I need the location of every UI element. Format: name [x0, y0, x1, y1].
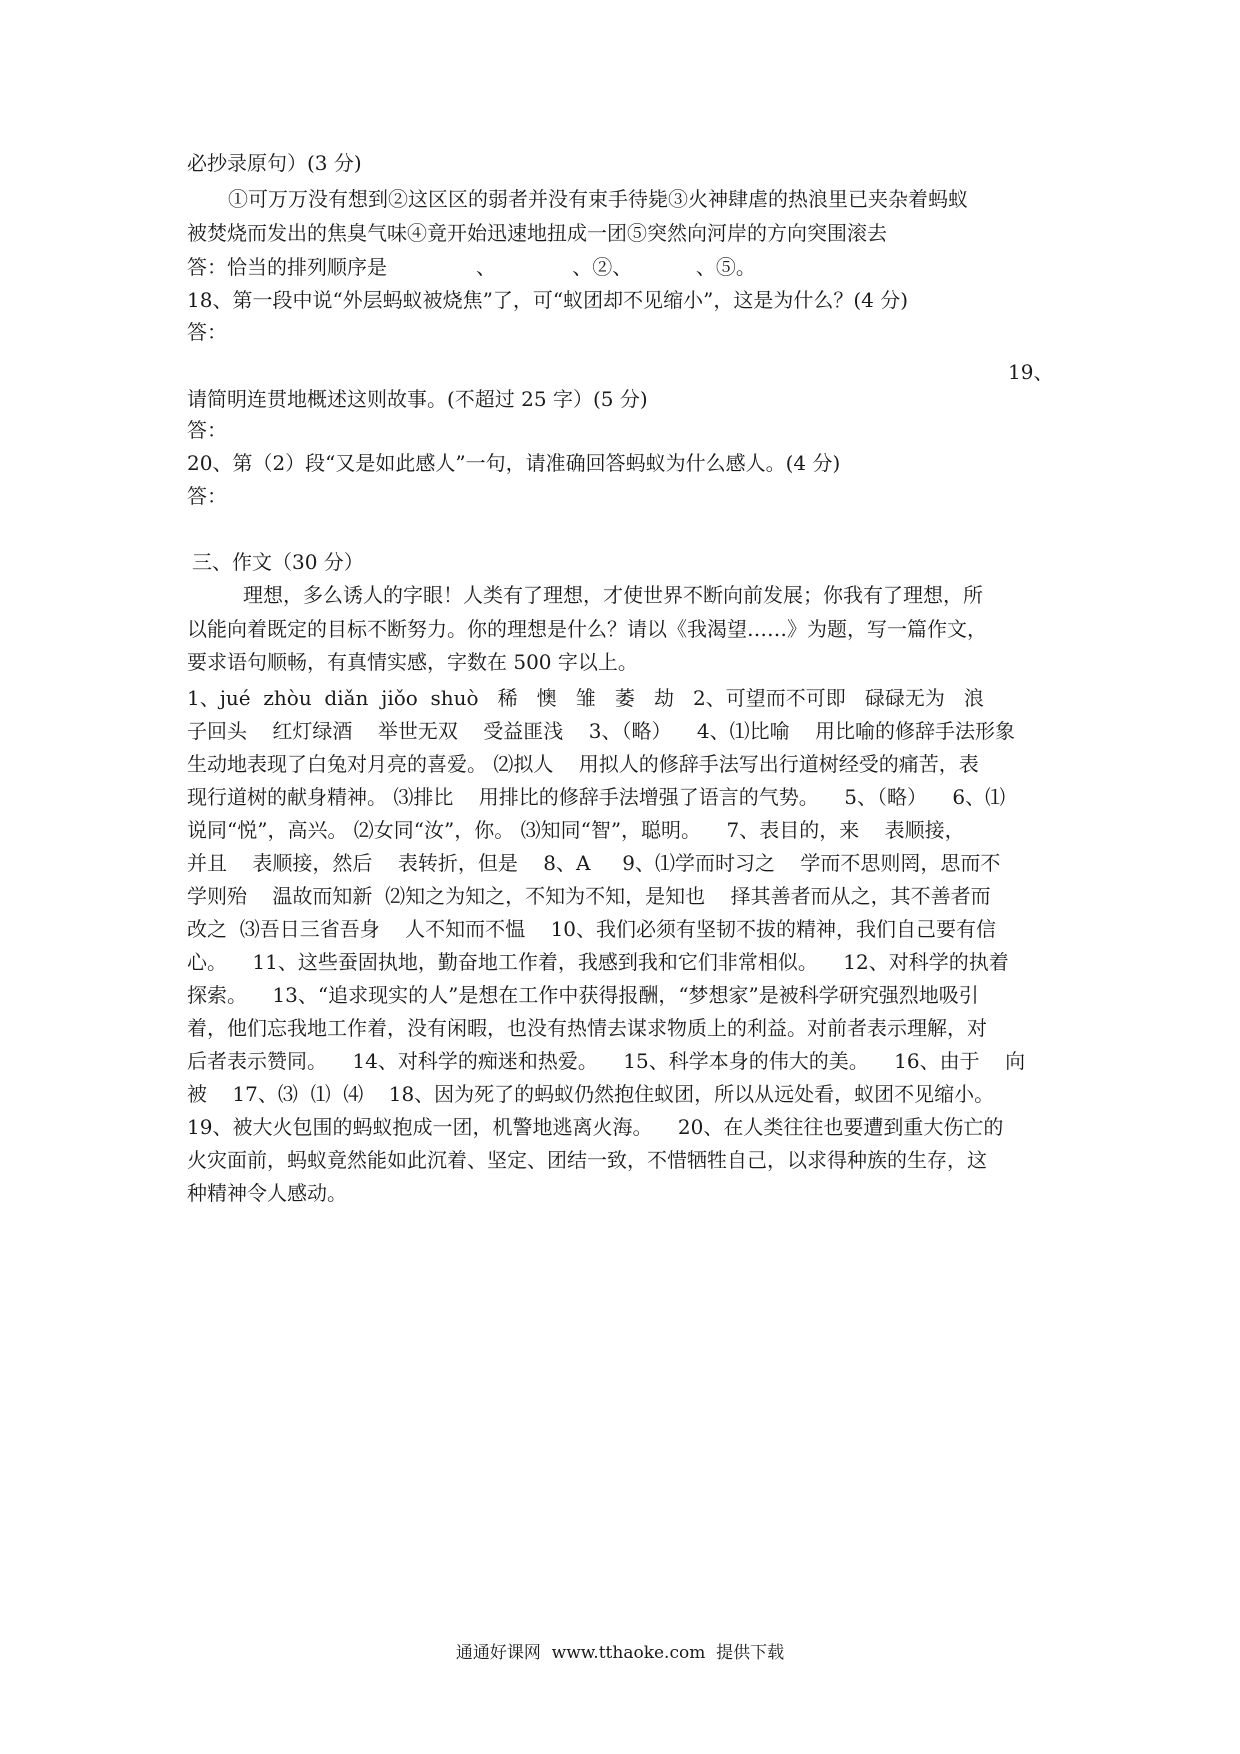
- answer-key-line: 后者表示赞同。 14、对科学的痴迷和热爱。 15、科学本身的伟大的美。 16、由于 向: [187, 1049, 1026, 1073]
- q20-answer: 答：: [187, 484, 227, 508]
- q20-question: 20、第（2）段“又是如此感人”一句，请准确回答蚂蚁为什么感人。(4 分): [187, 451, 841, 475]
- q17-answer: 答：恰当的排列顺序是 、 、②、 、⑤。: [187, 255, 756, 279]
- answer-key-line: 子回头 红灯绿酒 举世无双 受益匪浅 3、（略） 4、⑴比喻 用比喻的修辞手法形象: [187, 719, 1016, 743]
- answer-key-line: 学则殆 温故而知新 ⑵知之为知之，不知为不知，是知也 择其善者而从之，其不善者而: [187, 884, 991, 908]
- answer-key-line: 现行道树的献身精神。 ⑶排比 用排比的修辞手法增强了语言的气势。 5、（略） 6、⑴: [187, 785, 1006, 809]
- q17-sentences-line2: 被焚烧而发出的焦臭气味④竟开始迅速地扭成一团⑤突然向河岸的方向突围滚去: [187, 221, 887, 245]
- answer-key-line: 19、被大火包围的蚂蚁抱成一团，机警地逃离火海。 20、在人类往往也要遭到重大伤亡的: [187, 1115, 1004, 1139]
- answer-key-line: 说同“悦”，高兴。 ⑵女同“汝”，你。 ⑶知同“智”，聪明。 7、表目的，来 表顺接，: [187, 818, 965, 842]
- answer-key-line: 并且 表顺接，然后 表转折，但是 8、A 9、⑴学而时习之 学而不思则罔，思而不: [187, 851, 1001, 875]
- essay-heading: 三、作文（30 分）: [192, 550, 364, 574]
- q19-number: 19、: [1008, 360, 1054, 384]
- essay-prompt-line2: 以能向着既定的目标不断努力。你的理想是什么？请以《我渴望……》为题，写一篇作文，: [187, 617, 987, 641]
- essay-prompt-line1: 理想，多么诱人的字眼！人类有了理想，才使世界不断向前发展；你我有了理想，所: [243, 583, 983, 607]
- answer-key-line: 种精神令人感动。: [187, 1181, 347, 1205]
- page-footer: 通通好课网 www.tthaoke.com 提供下载: [455, 1643, 785, 1663]
- answer-key-line: 改之 ⑶吾日三省吾身 人不知而不愠 10、我们必须有坚韧不拔的精神，我们自己要有信: [187, 917, 997, 941]
- q17-sentences-line1: ①可万万没有想到②这区区的弱者并没有束手待毙③火神肆虐的热浪里已夹杂着蚂蚁: [228, 187, 968, 211]
- answer-key-line: 着，他们忘我地工作着，没有闲暇，也没有热情去谋求物质上的利益。对前者表示理解，对: [187, 1016, 987, 1040]
- answer-key-line: 心。 11、这些蚕固执地，勤奋地工作着，我感到我和它们非常相似。 12、对科学的执着: [187, 950, 1009, 974]
- q19-answer: 答：: [187, 418, 227, 442]
- q17-tail: 必抄录原句）(3 分): [187, 151, 362, 175]
- q18-answer: 答：: [187, 320, 227, 344]
- answer-key-line: 生动地表现了白兔对月亮的喜爱。 ⑵拟人 用拟人的修辞手法写出行道树经受的痛苦，表: [187, 752, 979, 776]
- essay-prompt-line3: 要求语句顺畅，有真情实感，字数在 500 字以上。: [187, 650, 638, 674]
- answer-key-line: 火灾面前，蚂蚁竟然能如此沉着、坚定、团结一致，不惜牺牲自己，以求得种族的生存，这: [187, 1148, 987, 1172]
- q18-question: 18、第一段中说“外层蚂蚁被烧焦”了，可“蚁团却不见缩小”，这是为什么？(4 分): [187, 288, 909, 312]
- answer-key-line: 探索。 13、“追求现实的人”是想在工作中获得报酬，“梦想家”是被科学研究强烈地吸引: [187, 983, 979, 1007]
- answer-key-line: 1、jué zhòu diǎn jiǒo shuò 稀 懊 雏 萎 劫 2、可望而不可即 碌碌无为 浪: [187, 686, 984, 710]
- q19-question: 请简明连贯地概述这则故事。(不超过 25 字）(5 分): [187, 387, 648, 411]
- answer-key-line: 被 17、⑶ ⑴ ⑷ 18、因为死了的蚂蚁仍然抱住蚁团，所以从远处看，蚁团不见缩小。: [187, 1082, 995, 1106]
